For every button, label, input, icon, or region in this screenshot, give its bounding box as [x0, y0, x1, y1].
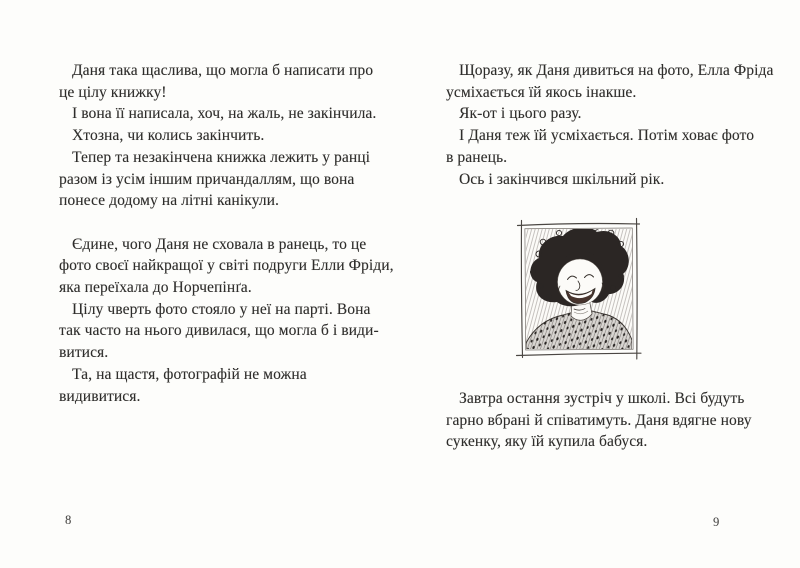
paragraph — [59, 125, 379, 147]
text-line: Завтра остання зустріч у школі. Всі будуть — [459, 390, 745, 407]
paragraph — [59, 147, 379, 212]
framed-photo-illustration — [513, 216, 645, 362]
paragraph — [446, 103, 764, 125]
paragraph — [446, 125, 764, 168]
text-line: витися. — [59, 344, 109, 362]
text-line: Цілу чверть фото стояло у неї на парті. Вона — [72, 300, 371, 318]
text-line: Щоразу, як Даня дивиться на фото, Елла Фріда — [459, 62, 774, 79]
paragraph — [59, 60, 379, 103]
text-line: це цілу книжку! — [59, 83, 167, 101]
text-line: Ось і закінчився шкільний рік. — [459, 170, 665, 188]
page-number-left: 8 — [65, 513, 72, 527]
paragraph — [59, 299, 379, 364]
text-line: Та, на щастя, фотографій не можна — [72, 365, 307, 383]
page-number-right: 9 — [713, 515, 720, 529]
text-line: так часто на нього дивилася, що могла б і види- — [59, 322, 379, 340]
page-right-text-bottom — [446, 388, 764, 453]
text-line: Єдине, чого Даня не сховала в ранець, то це — [72, 235, 367, 253]
text-line: разом із усім іншим причандаллям, що вона — [59, 170, 355, 188]
text-line: в ранець. — [446, 148, 508, 166]
text-line: понесе додому на літні канікули. — [59, 192, 279, 210]
text-line: Хтозна, чи колись закінчить. — [72, 127, 265, 145]
text-line: фото своєї найкращої у світі подруги Елли Фріди, — [59, 257, 394, 275]
text-line: усміхається їй якось інакше. — [446, 83, 637, 101]
text-line: яка переїхала до Норчепінґа. — [59, 279, 252, 297]
portrait-sketch-svg — [513, 216, 645, 362]
text-line: І Даня теж їй усміхається. Потім ховає фото — [459, 127, 755, 145]
paragraph — [59, 234, 394, 299]
text-line: Тепер та незакінчена книжка лежить у ранці — [72, 148, 371, 166]
paragraph — [446, 60, 774, 103]
text-line: Даня така щаслива, що могла б написати про — [72, 62, 374, 79]
paragraph — [446, 169, 764, 191]
text-line: видивитися. — [59, 387, 141, 405]
text-line: сукенку, яку їй купила бабуся. — [446, 433, 648, 451]
page-left-text — [59, 60, 394, 407]
page-right-text-top — [446, 60, 774, 190]
text-line: гарно вбрані й співатимуть. Даня вдягне нову — [446, 411, 752, 429]
paragraph — [59, 364, 379, 407]
text-line: Як-от і цього разу. — [459, 105, 582, 123]
paragraph — [59, 103, 379, 125]
text-line: І вона її написала, хоч, на жаль, не закінчила. — [72, 105, 377, 123]
paragraph — [446, 388, 764, 453]
